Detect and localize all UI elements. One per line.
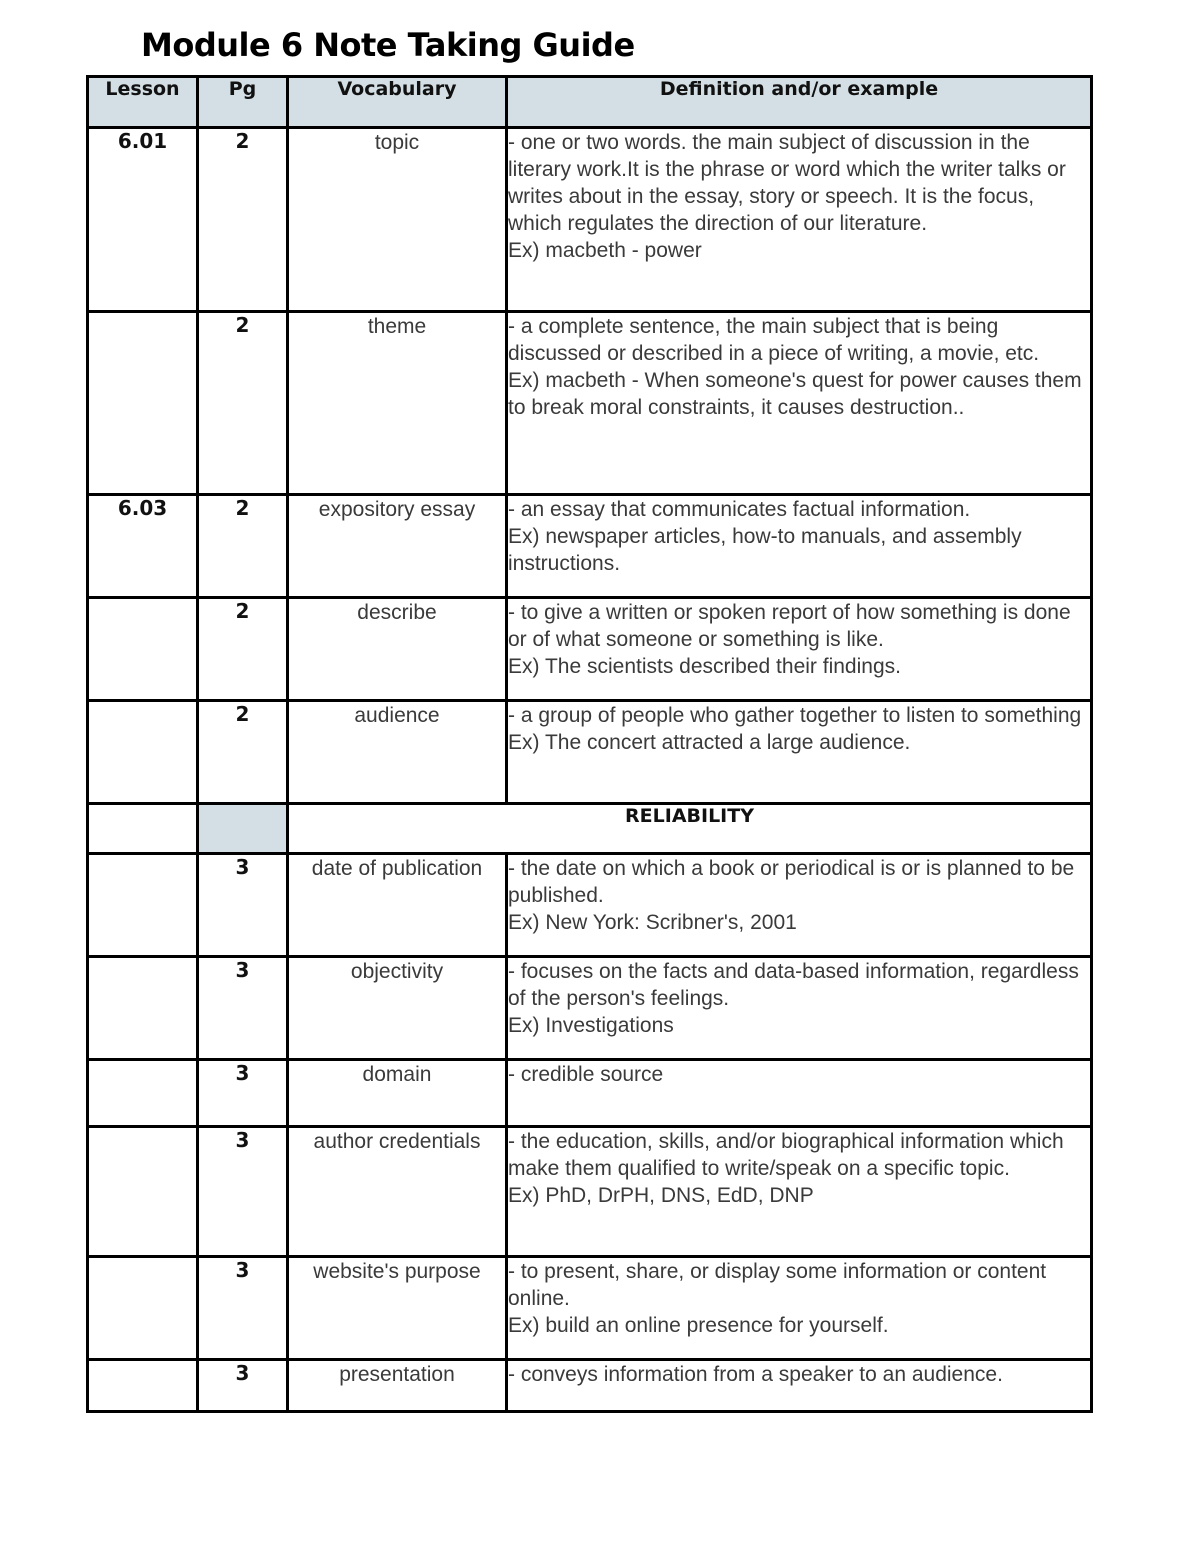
definition-text: - to present, share, or display some information or content online. <box>508 1260 1047 1310</box>
definition-cell <box>507 1127 1092 1257</box>
vocabulary-cell: describe <box>288 598 507 701</box>
table-row <box>88 312 1092 495</box>
definition-text: - focuses on the facts and data-based information, regardless of the person's feelings. <box>508 960 1079 1010</box>
page-cell: 2 <box>198 495 288 598</box>
example-text: Ex) build an online presence for yourself. <box>508 1314 889 1337</box>
vocabulary-cell: theme <box>288 312 507 495</box>
definition-text: - conveys information from a speaker to an audience. <box>508 1363 1003 1386</box>
definition-cell <box>507 495 1092 598</box>
page-cell: 2 <box>198 701 288 804</box>
definition-text: - the date on which a book or periodical is or is planned to be published. <box>508 857 1075 907</box>
definition-cell <box>507 128 1092 312</box>
page-cell: 3 <box>198 957 288 1060</box>
definition-text: - to give a written or spoken report of how something is done or of what someone or something is like. <box>508 601 1071 651</box>
lesson-cell <box>88 598 198 701</box>
table-row <box>88 1127 1092 1257</box>
definition-cell <box>507 1257 1092 1360</box>
page-cell: 2 <box>198 598 288 701</box>
note-taking-table <box>86 75 1093 1413</box>
page-cell: 3 <box>198 854 288 957</box>
lesson-cell <box>88 1127 198 1257</box>
vocabulary-cell: presentation <box>288 1360 507 1412</box>
lesson-cell <box>88 1360 198 1412</box>
table-header-row <box>88 77 1092 128</box>
lesson-cell: 6.01 <box>88 128 198 312</box>
page-cell: 3 <box>198 1257 288 1360</box>
lesson-cell <box>88 957 198 1060</box>
page-cell: 3 <box>198 1127 288 1257</box>
definition-cell <box>507 701 1092 804</box>
lesson-cell: 6.03 <box>88 495 198 598</box>
table-row <box>88 598 1092 701</box>
section-label: RELIABILITY <box>288 804 1092 854</box>
header-lesson: Lesson <box>88 77 198 128</box>
table-row <box>88 701 1092 804</box>
table-row <box>88 957 1092 1060</box>
lesson-cell <box>88 854 198 957</box>
page-cell: 2 <box>198 312 288 495</box>
lesson-cell <box>88 312 198 495</box>
example-text: Ex) Investigations <box>508 1014 674 1037</box>
definition-cell <box>507 598 1092 701</box>
page-cell: 3 <box>198 1360 288 1412</box>
page-title: Module 6 Note Taking Guide <box>141 26 635 64</box>
example-text: Ex) New York: Scribner's, 2001 <box>508 911 797 934</box>
definition-text: - a complete sentence, the main subject that is being discussed or described in a piece of writing, a movie, etc. <box>508 315 1040 365</box>
example-text: Ex) newspaper articles, how-to manuals, and assembly instructions. <box>508 525 1022 575</box>
table-row <box>88 1257 1092 1360</box>
table-row <box>88 854 1092 957</box>
table-row <box>88 1360 1092 1412</box>
example-text: Ex) macbeth - power <box>508 239 702 262</box>
lesson-cell <box>88 701 198 804</box>
page-cell: 2 <box>198 128 288 312</box>
table-row <box>88 128 1092 312</box>
section-lesson-cell <box>88 804 198 854</box>
vocabulary-cell: topic <box>288 128 507 312</box>
definition-text: - an essay that communicates factual information. <box>508 498 971 521</box>
page-cell: 3 <box>198 1060 288 1127</box>
vocabulary-cell: date of publication <box>288 854 507 957</box>
section-page-cell <box>198 804 288 854</box>
table-row <box>88 495 1092 598</box>
section-row <box>88 804 1092 854</box>
example-text: Ex) The scientists described their findings. <box>508 655 901 678</box>
definition-cell <box>507 1360 1092 1412</box>
definition-text: - one or two words. the main subject of discussion in the literary work.It is the phrase or word which the writer talks or writes about in the essay, story or speech. It is the focus, which regulates the direction of our literature. <box>508 131 1066 235</box>
vocabulary-cell: author credentials <box>288 1127 507 1257</box>
lesson-cell <box>88 1257 198 1360</box>
vocabulary-cell: objectivity <box>288 957 507 1060</box>
definition-text: - a group of people who gather together to listen to something <box>508 704 1082 727</box>
vocabulary-cell: website's purpose <box>288 1257 507 1360</box>
definition-text: - the education, skills, and/or biographical information which make them qualified to write/speak on a specific topic. <box>508 1130 1064 1180</box>
example-text: Ex) PhD, DrPH, DNS, EdD, DNP <box>508 1184 814 1207</box>
header-vocabulary: Vocabulary <box>288 77 507 128</box>
header-definition: Definition and/or example <box>507 77 1092 128</box>
vocabulary-cell: audience <box>288 701 507 804</box>
vocabulary-cell: domain <box>288 1060 507 1127</box>
definition-text: - credible source <box>508 1063 664 1086</box>
table-row <box>88 1060 1092 1127</box>
definition-cell <box>507 312 1092 495</box>
lesson-cell <box>88 1060 198 1127</box>
header-pg: Pg <box>198 77 288 128</box>
definition-cell <box>507 854 1092 957</box>
definition-cell <box>507 957 1092 1060</box>
vocabulary-cell: expository essay <box>288 495 507 598</box>
definition-cell <box>507 1060 1092 1127</box>
example-text: Ex) The concert attracted a large audience. <box>508 731 911 754</box>
example-text: Ex) macbeth - When someone's quest for power causes them to break moral constraints, it causes destruction.. <box>508 369 1082 419</box>
